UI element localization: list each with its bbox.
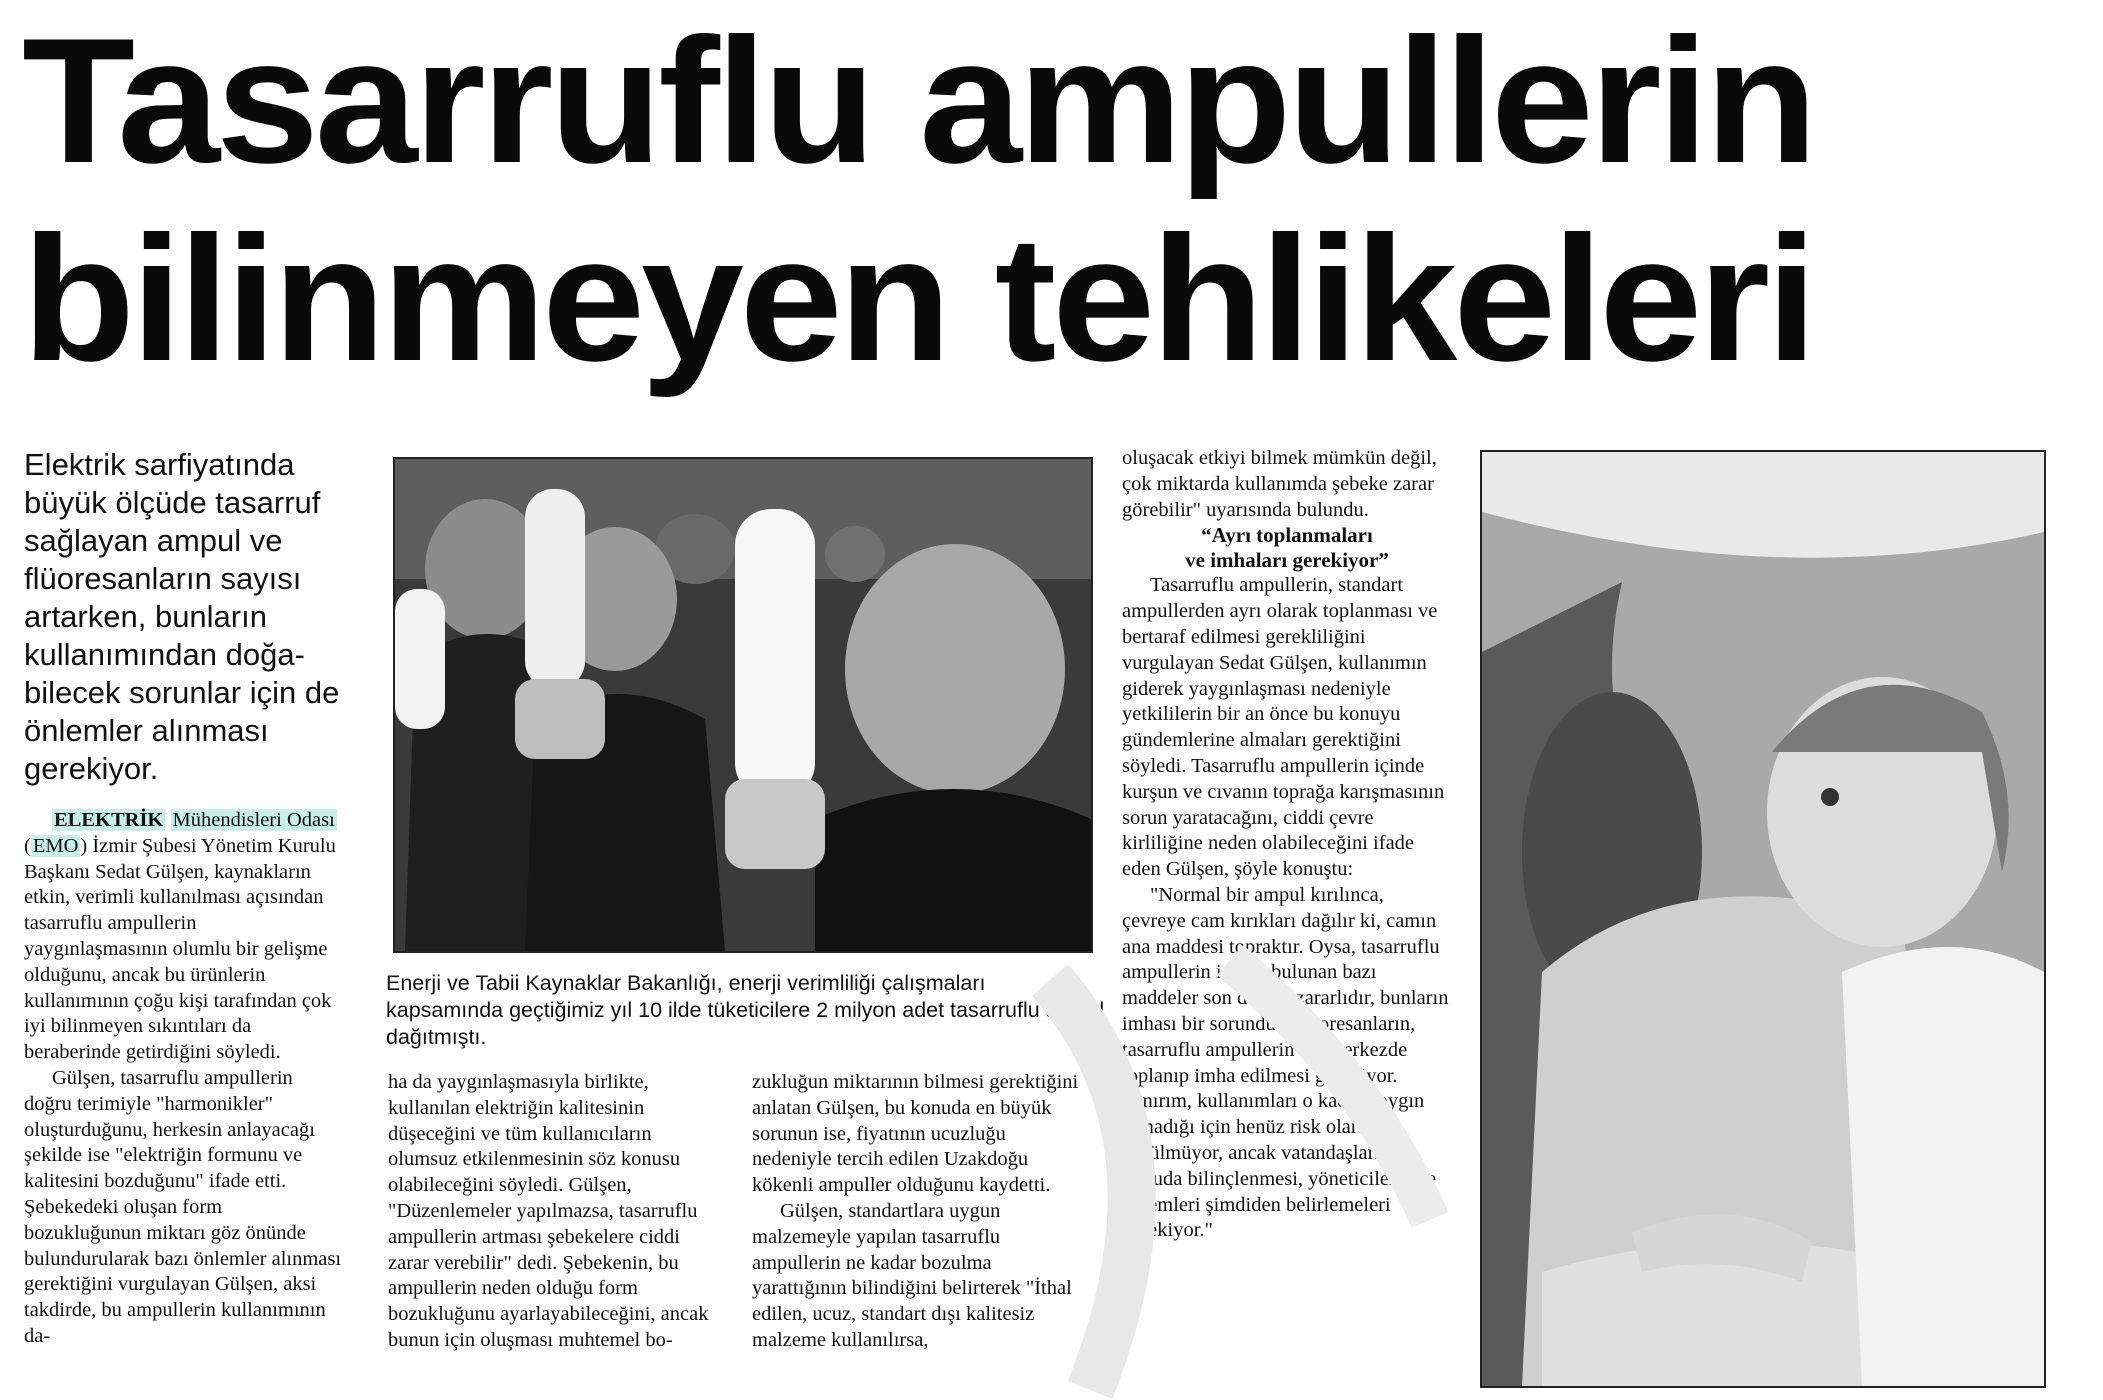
subheading-line-2: ve imhaları gerekiyor” [1185,548,1389,573]
highlight-elektrik: ELEKTRİK [54,809,164,831]
highlight-emo: EMO [32,834,79,857]
col1-paragraph-1 [24,808,342,1066]
headline-line-1: Tasarruflu ampullerin [22,1,1814,200]
col1-paragraph-2: Gülşen, tasarruflu ampullerin doğru terimiyle "harmonikler" oluşturduğunu, herkesin anlayacağı şekilde ise "elektriğin formunu ve kalitesini bozduğunu" ifade etti. Şebekedeki oluşan form bozukluğunun miktarı göz önünde bulundurularak bazı önlemler alınması gerektiğini vurgulayan Gülşen, aksi takdirde, bu ampullerin kullanımının da- [24,1066,342,1347]
col3-paragraph-2: Gülşen, standartlara uygun malzemeyle yapılan tasarruflu ampullerin ne kadar bozulma yarattığının bilindiğini belirterek "İthal edilen, ucuz, standart dışı kalitesiz malzeme kullanılırsa, [752,1199,1072,1351]
article-column-1 [24,808,342,1350]
subheading-line-1: “Ayrı toplanmaları [1201,523,1373,548]
article-column-2 [388,1070,718,1354]
col1-text-mid: ( [24,834,31,857]
col4-paragraph-1: oluşacak etkiyi bilmek mümkün değil, çok miktarda kullanımda şebeke zarar görebilir" uyarısında bulundu. [1122,447,1437,521]
article-column-3 [752,1070,1082,1354]
photo-caption: Enerji ve Tabii Kaynaklar Bakanlığı, enerji verimliliği çalışmaları kapsamında geçtiğimiz yıl 10 ilde tüketicilere 2 milyon adet tasarruflu ampul dağıtmıştı. [386,971,1105,1049]
photo-students-with-bulbs [393,457,1093,953]
lead-paragraph: Elektrik sarfiyatında büyük ölçüde tasarruf sağlayan ampul ve flüoresanların sayısı artarken, bunların kullanımından doğa-bilecek sorunlar için de önlemler alınması gerekiyor. [24,447,340,786]
col4-paragraph-2: Tasarruflu ampullerin, standart ampullerden ayrı olarak toplanması ve bertaraf edilmesi gerekliliğini vurgulayan Sedat Gülşen, kullanımın giderek yaygınlaşması nedeniyle yetkililerin bir an önce bu konuyu gündemlerine almaları gerektiğini söyledi. Tasarruflu ampullerin içinde kurşun ve cıvanın toprağa karışmasının sorun yaratacağını, ciddi çevre kirliliğine neden olabileceğini ifade eden Gülşen, şöyle konuştu: [1122,574,1445,881]
article-column-4 [1122,446,1452,1244]
col4-paragraph-3: "Normal bir ampul kırılınca, çevreye cam kırıkları dağılır ki, camın ana maddesi topraktır. Oysa, tasarruflu ampullerin içinde bulunan bazı maddeler son derece zararlıdır, bunların imhası bir sorundur. Flüoresanların, tasarruflu ampullerin bir merkezde toplanıp imha edilmesi gerekiyor. Sanırım, kullanımları o kadar yaygın olmadığı için henüz risk olarak görülmüyor, ancak vatandaşların bu konuda bilinçlenmesi, yöneticilerin de önlemleri şimdiden belirlemeleri gerekiyor." [1122,883,1449,1242]
highlight-muhendisleri-odasi: Mühendisleri Odası [172,809,335,831]
photo-child-with-lamp [1480,450,2046,1388]
col3-paragraph-1: zukluğun miktarının bilmesi gerektiğini anlatan Gülşen, bu konuda en büyük sorunun ise, fiyatının ucuzluğu nedeniyle tercih edilen Uzakdoğu kökenli ampuller olduğunu kaydetti. [752,1071,1079,1197]
students-photo-illustration [395,459,1091,951]
col2-paragraph-1: ha da yaygınlaşmasıyla birlikte, kullanılan elektriğin kalitesinin düşeceğini ve tüm kullanıcıların olumsuz etkilenmesinin söz konusu olabileceğini söyledi. Gülşen, "Düzenlemeler yapılmazsa, tasarruflu ampullerin artması şebekelere ciddi zarar verebilir" dedi. Şebekenin, bu ampullerin neden olduğu form bozukluğunu ayarlayabileceğini, ancak bunun için oluşması muhtemel bo- [388,1071,709,1351]
col1-text-rest: ) İzmir Şubesi Yönetim Kurulu Başkanı Sedat Gülşen, kaynakların etkin, verimli kullanılması açısından tasarruflu ampullerin yaygınlaşmasının olumlu bir gelişme olduğunu, ancak bu ürünlerin kullanımının çoğu kişi tarafından çok iyi bilinmeyen sıkıntıları da beraberinde getirdiğini söyledi. [24,834,336,1064]
headline-line-2: bilinmeyen tehlikeleri [22,199,1814,398]
child-photo-illustration [1482,452,2044,1386]
